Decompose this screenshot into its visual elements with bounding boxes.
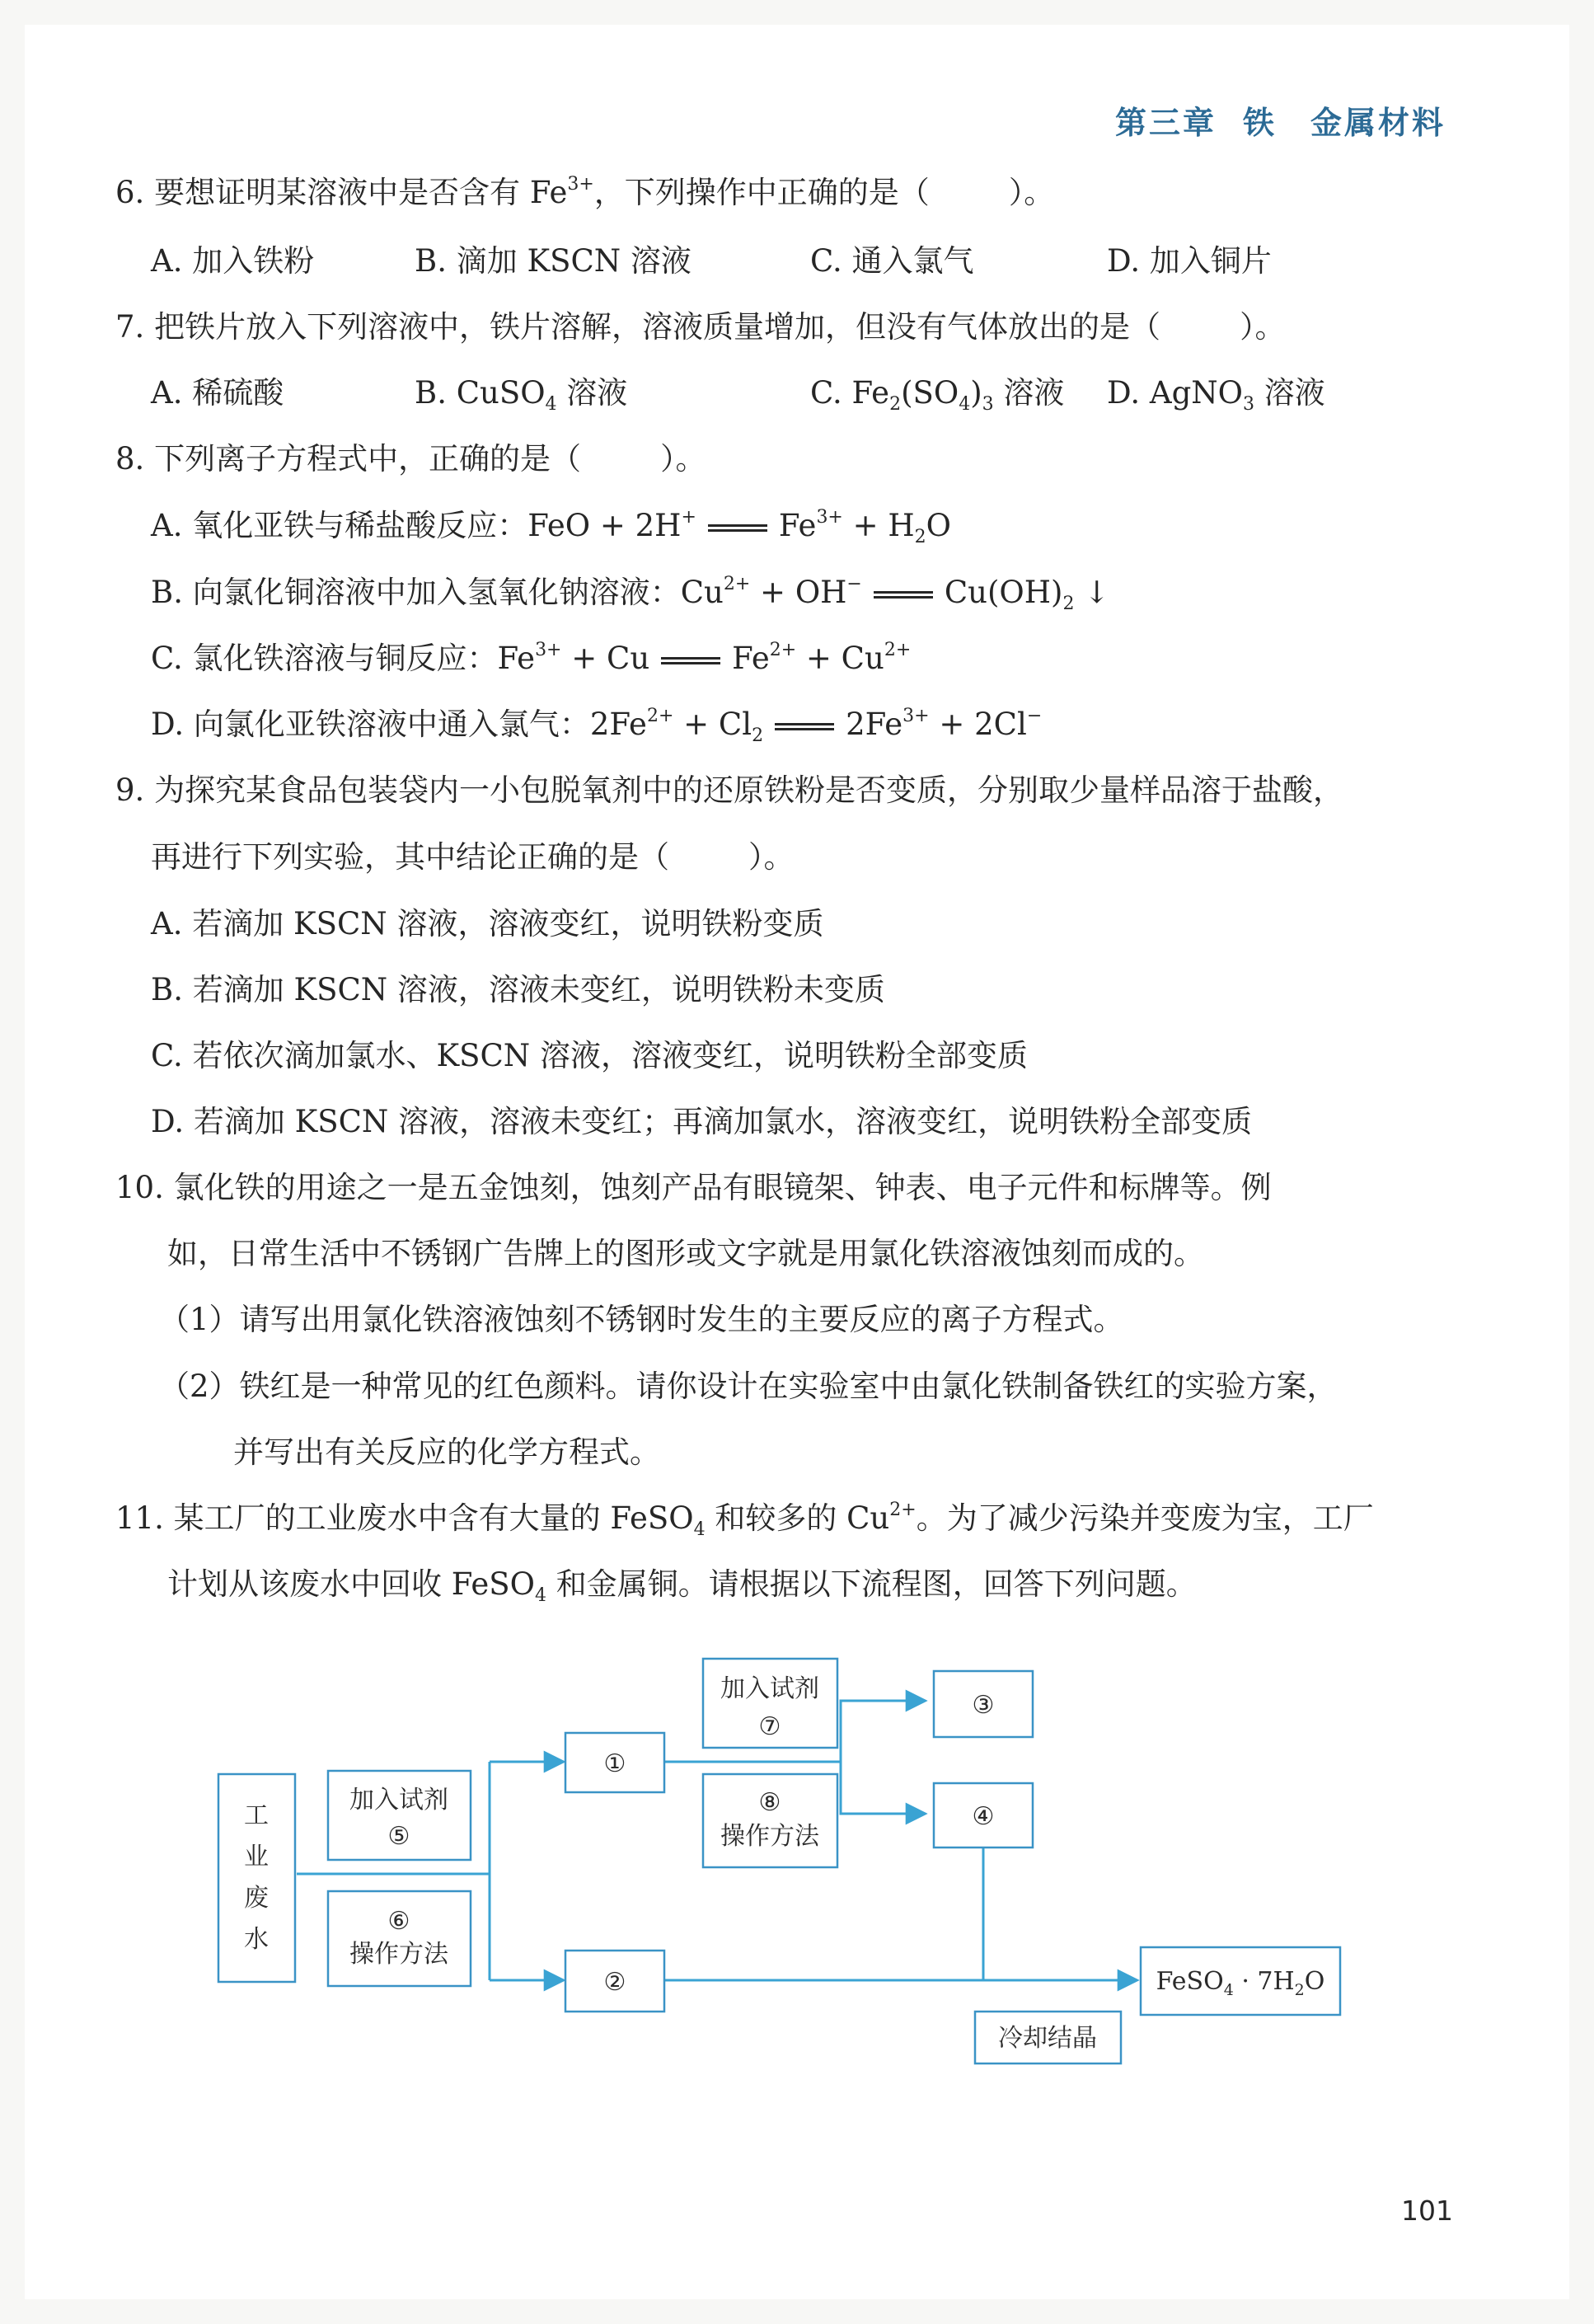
q9-option-a: A. 若滴加 KSCN 溶液，溶液变红，说明铁粉变质 [151,906,824,941]
reagent-5-label: 加入试剂 [349,1786,448,1815]
step-1-label: ① [603,1749,626,1778]
reagent-5-number: ⑤ [387,1822,410,1851]
question-10-stem-line1: 10. 氯化铁的用途之一是五金蚀刻，蚀刻产品有眼镜架、钟表、电子元件和标牌等。例 [115,1170,1272,1205]
q8-option-c: C. 氯化铁溶液与铜反应：$Fe^{3+} + Cu$ $Fe^{2+} + Cu^{2+}$ [151,640,912,676]
reagent-7-label: 加入试剂 [720,1674,819,1703]
connector-to-box3 [841,1701,926,1762]
operation-6-label: 操作方法 [349,1940,448,1969]
source-label-4: 水 [244,1925,269,1954]
step-3-label: ③ [972,1691,995,1720]
q6-option-c: C. 通入氯气 [810,243,974,279]
product-label: FeSO$_4$ · $7H_2O$ [1156,1967,1325,1999]
source-label-3: 废 [244,1884,269,1913]
question-9-stem-line2: 再进行下列实验，其中结论正确的是（ ）。 [151,839,795,875]
q9-option-c: C. 若依次滴加氯水、KSCN 溶液，溶液变红，说明铁粉全部变质 [151,1038,1028,1073]
step-2-label: ② [603,1968,626,1997]
page-number: 101 [1401,2195,1453,2227]
q7-option-d: D. AgNO$_3$ 溶液 [1107,375,1325,415]
question-6-stem: 6. 要想证明某溶液中是否含有 $Fe^{3+}$，下列操作中正确的是（ ）。 [115,174,1055,210]
operation-6-number: ⑥ [387,1907,410,1936]
source-label-2: 业 [244,1843,269,1871]
question-11-stem-line2: 计划从该废水中回收 FeSO$_4$ 和金属铜。请根据以下流程图，回答下列问题。 [167,1566,1197,1606]
q6-option-d: D. 加入铜片 [1107,243,1272,279]
question-8-stem: 8. 下列离子方程式中，正确的是（ ）。 [115,441,706,477]
q9-option-b: B. 若滴加 KSCN 溶液，溶液未变红，说明铁粉未变质 [151,972,885,1007]
question-10-part-2-line1: （2）铁红是一种常见的红色颜料。请你设计在实验室中由氯化铁制备铁红的实验方案， [159,1369,1338,1404]
question-10-part-1: （1）请写出用氯化铁溶液蚀刻不锈钢时发生的主要反应的离子方程式。 [159,1302,1124,1337]
question-10-stem-line2: 如，日常生活中不锈钢广告牌上的图形或文字就是用氯化铁溶液蚀刻而成的。 [167,1236,1204,1271]
cooling-label: 冷却结晶 [998,2024,1097,2053]
chapter-number: 第三章 [1114,105,1217,141]
q7-option-a: A. 稀硫酸 [151,375,284,411]
q9-option-d: D. 若滴加 KSCN 溶液，溶液未变红；再滴加氯水，溶液变红，说明铁粉全部变质 [151,1104,1253,1139]
reagent-7-number: ⑦ [758,1712,781,1741]
q7-option-c: C. $Fe_2(SO_4)_3$ 溶液 [810,375,1065,415]
source-label-1: 工 [244,1801,269,1830]
connector-to-box4 [841,1762,926,1814]
chapter-title: 铁 金属材料 [1242,105,1446,141]
q8-option-a: A. 氧化亚铁与稀盐酸反应：FeO + 2H+ $Fe^{3+} + H_2O$ [151,507,952,547]
question-9-stem-line1: 9. 为探究某食品包装袋内一小包脱氧剂中的还原铁粉是否变质，分别取少量样品溶于盐酸， [115,772,1344,808]
q8-option-d: D. 向氯化亚铁溶液中通入氯气：$2Fe^{2+} + Cl_2$ $2Fe^{3+} + 2Cl^-$ [151,706,1043,746]
q8-option-b: B. 向氯化铜溶液中加入氢氧化钠溶液：$Cu^{2+} + OH^-$ $Cu(OH)_2$ ↓ [151,574,1110,614]
question-7-stem: 7. 把铁片放入下列溶液中，铁片溶解，溶液质量增加，但没有气体放出的是（ ）。 [115,309,1286,345]
step-4-label: ④ [972,1802,995,1831]
question-10-part-2-line2: 并写出有关反应的化学方程式。 [233,1434,660,1470]
operation-8-label: 操作方法 [720,1822,819,1851]
operation-6-box [328,1891,471,1986]
question-11-stem-line1: 11. 某工厂的工业废水中含有大量的 FeSO$_4$ 和较多的 $Cu^{2+}$。为了减少污染并变废为宝，工厂 [115,1500,1374,1540]
q7-option-b: B. CuSO$_4$ 溶液 [415,375,628,415]
operation-8-number: ⑧ [758,1788,781,1817]
q6-option-b: B. 滴加 KSCN 溶液 [415,243,692,279]
q6-option-a: A. 加入铁粉 [151,243,315,279]
